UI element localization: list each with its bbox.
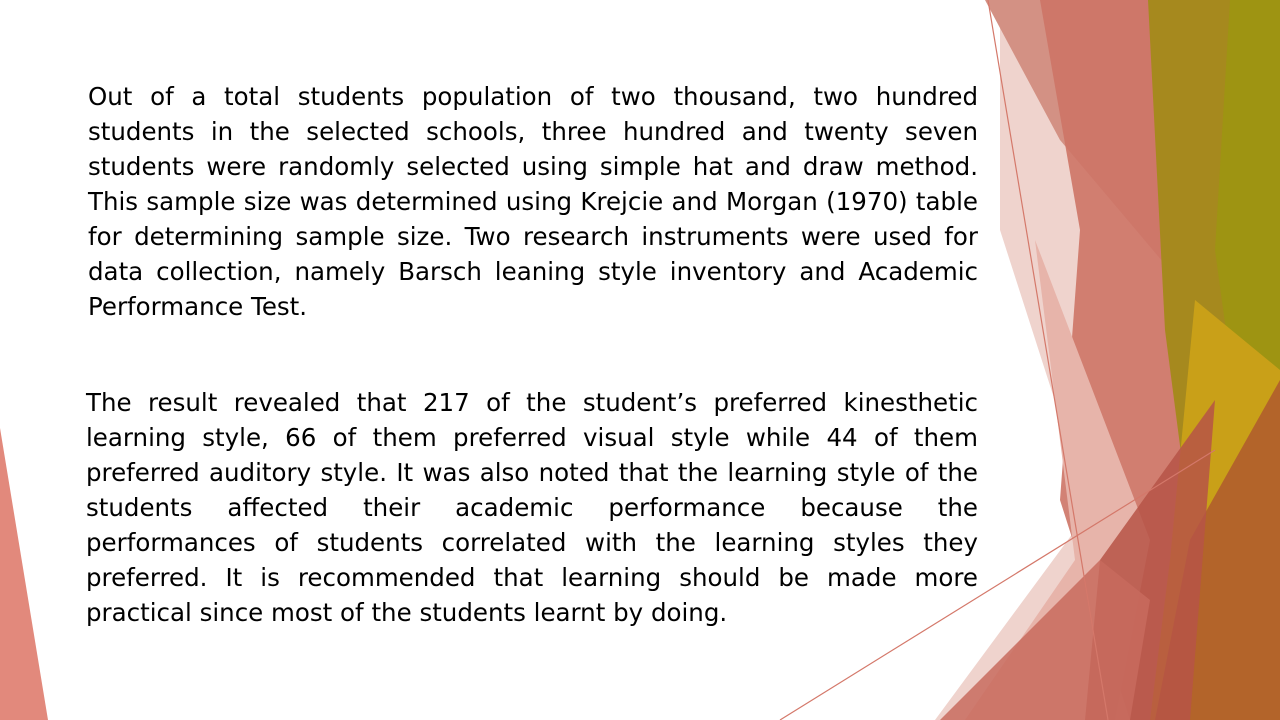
paragraph-results: The result revealed that 217 of the student’s preferred kinesthetic learning style, 66 of them preferred visual style while 44 of them preferred auditory style. It was also noted that the learning style of the students affected their academic performance because the performances of students correlated with the learning styles they preferred. It is recommended that learning should be made more practical since most of the students learnt by doing. xyxy=(86,388,978,627)
left-facet xyxy=(0,428,48,720)
paragraph-methodology: Out of a total students population of two thousand, two hundred students in the selected schools, three hundred and twenty seven students were randomly selected using simple hat and draw method. This sample size was determined using Krejcie and Morgan (1970) table for determining sample size. Two research instruments were used for data collection, namely Barsch leaning style inventory and Academic Performance Test. xyxy=(88,82,978,321)
